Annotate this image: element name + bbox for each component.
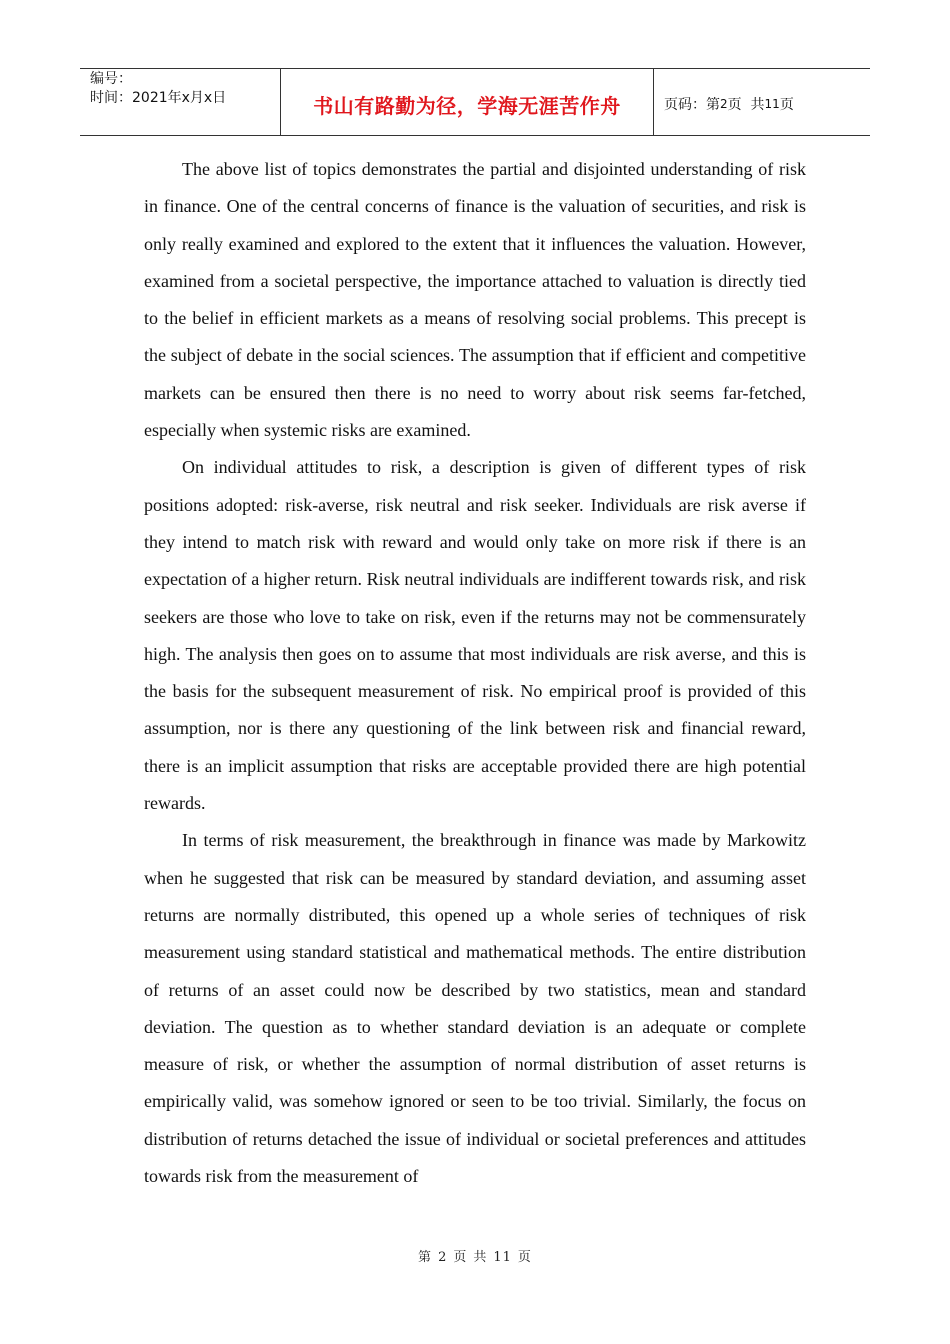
footer-mid2: 共: [473, 1250, 488, 1265]
document-code-label: 编号：: [90, 71, 132, 87]
header-page-number: [654, 69, 870, 135]
header-page-prefix: 页码：第: [664, 97, 720, 113]
footer-prefix: 第: [418, 1250, 433, 1265]
footer-total-pages: 11: [493, 1250, 512, 1265]
page-footer: [0, 1246, 950, 1265]
header-page-current: 2: [720, 97, 728, 111]
document-body: [144, 151, 806, 1195]
body-paragraph: On individual attitudes to risk, a description is given of different types of risk positions adopted: risk-averse, risk neutral and risk seeker. Individuals are risk averse if they intend to match risk with reward and would only take on more risk if there is an expectation of a higher return. Risk neutral individuals are indifferent towards risk, and risk seekers are those who love to take on risk, even if the returns may not be commensurately high. The analysis then goes on to assume that most individuals are risk averse, and this is the basis for the subsequent measurement of risk. No empirical proof is provided of this assumption, nor is there any questioning of the link between risk and financial reward, there is an implicit assumption that risks are acceptable provided there are high potential rewards.: [144, 457, 806, 814]
header-meta: [80, 69, 281, 135]
footer-current-page: 2: [438, 1250, 448, 1265]
body-paragraph: In terms of risk measurement, the breakthrough in finance was made by Markowitz when he suggested that risk can be measured by standard deviation, and assuming asset returns are normally distributed, this opened up a whole series of techniques of risk measurement using standard statistical and mathematical methods. The entire distribution of returns of an asset could now be described by two statistics, mean and standard deviation. The question as to whether standard deviation is an adequate or complete measure of risk, or whether the assumption of normal distribution of asset returns is empirically valid, was somehow ignored or seen to be too trivial. Similarly, the focus on distribution of returns detached the issue of individual or societal preferences and attitudes towards risk from the measurement of: [144, 830, 806, 1187]
header-page-suffix: 页: [779, 97, 794, 113]
page-header: [80, 68, 870, 136]
footer-suffix: 页: [517, 1250, 532, 1265]
header-page-total: 11: [764, 97, 780, 111]
header-page-mid: 页 共: [727, 97, 765, 113]
body-paragraph: The above list of topics demonstrates the partial and disjointed understanding of risk in finance. One of the central concerns of finance is the valuation of securities, and risk is only really examined and explored to the extent that it influences the valuation. However, examined from a societal perspective, the importance attached to valuation is directly tied to the belief in efficient markets as a means of resolving social problems. This precept is the subject of debate in the social sciences. The assumption that if efficient and competitive markets can be ensured then there is no need to worry about risk seems far-fetched, especially when systemic risks are examined.: [144, 159, 806, 441]
document-date: 时间：2021年x月x日: [90, 90, 227, 106]
header-motto: 书山有路勤为径，学海无涯苦作舟: [281, 69, 654, 135]
footer-mid1: 页: [453, 1250, 468, 1265]
